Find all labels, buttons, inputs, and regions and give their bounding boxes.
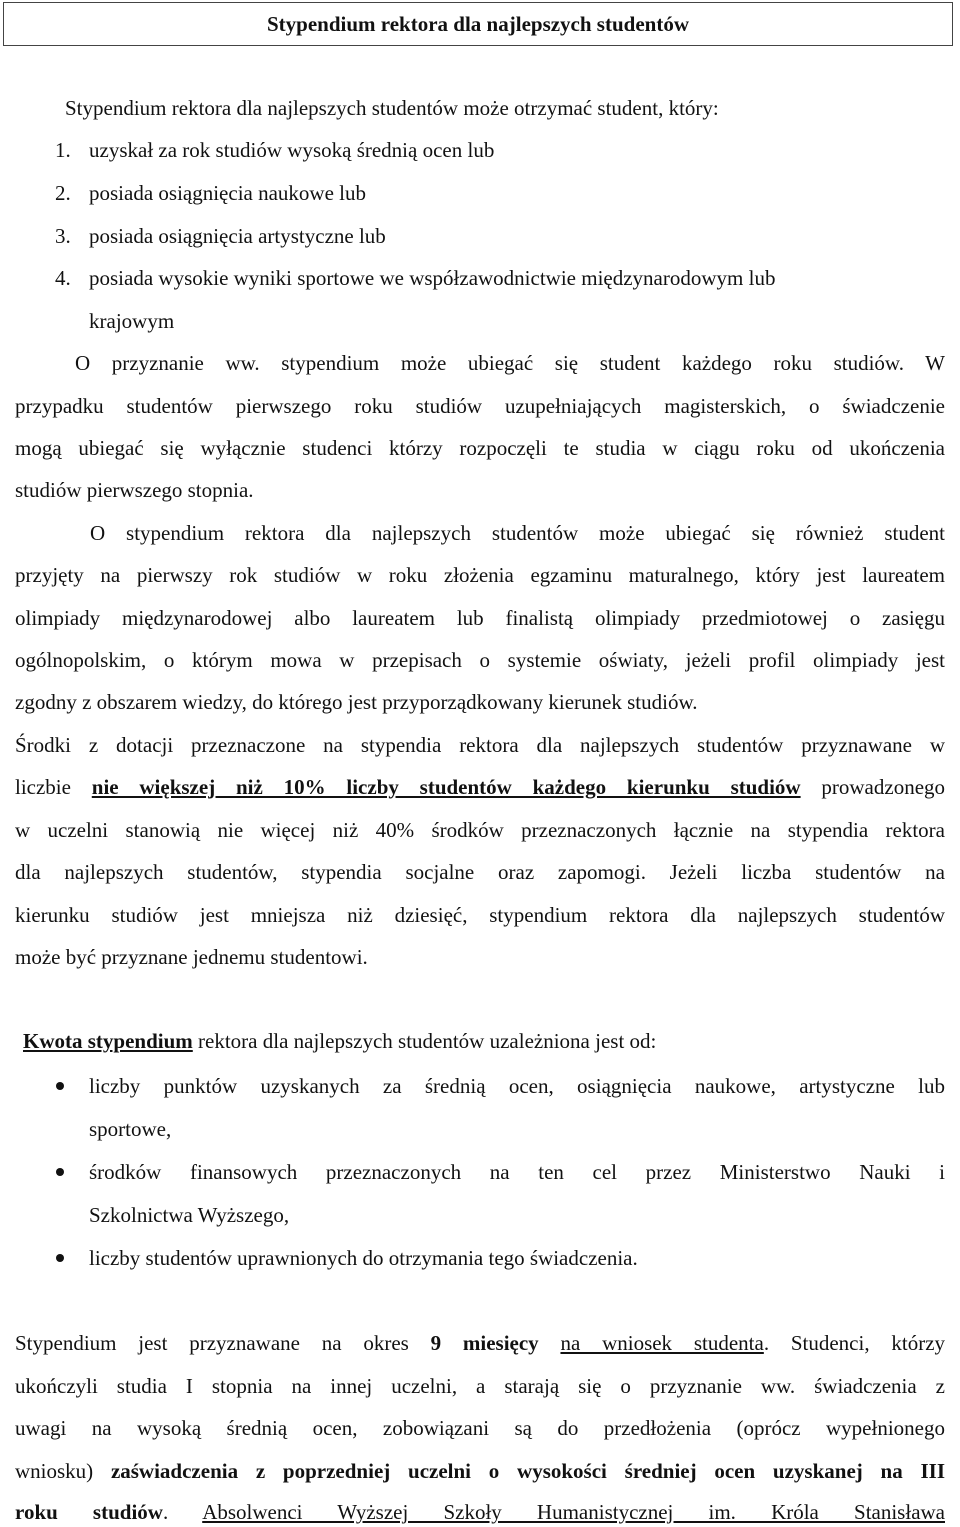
bullet-icon — [56, 1254, 64, 1262]
text-fragment — [539, 1331, 561, 1355]
list-number: 3. — [55, 224, 71, 248]
list-item — [15, 181, 945, 205]
bullet-text-continued: sportowe, — [89, 1117, 172, 1141]
text-fragment: . Studenci, którzy — [763, 1331, 946, 1355]
text-line: może być przyznane jednemu studentowi. — [15, 945, 368, 969]
text-line: ukończyli studia I stopnia na innej uczelni, a starają się o przyznanie ww. świadczenia z — [15, 1374, 945, 1398]
text-line: uwagi na wysoką średnią ocen, zobowiązani są do przedłożenia (oprócz wypełnionego — [15, 1416, 945, 1440]
list-text: posiada wysokie wyniki sportowe we współzawodnictwie międzynarodowym lub — [89, 266, 776, 290]
text-line — [15, 775, 945, 799]
amount-lead — [23, 1029, 656, 1053]
text-line: O przyznanie ww. stypendium może ubiegać się student każdego roku studiów. W — [75, 351, 945, 375]
text-line — [15, 1500, 945, 1524]
page-title: Stypendium rektora dla najlepszych studentów — [267, 11, 689, 36]
text-fragment: Stypendium jest przyznawane na okres — [15, 1331, 431, 1355]
list-item — [15, 1160, 945, 1230]
text-line: mogą ubiegać się wyłącznie studenci którzy rozpoczęli te studia w ciągu roku od ukończenia — [15, 436, 945, 460]
list-item — [15, 1246, 945, 1274]
text-line: dla najlepszych studentów, stypendia socjalne oraz zapomogi. Jeżeli liczba studentów na — [15, 860, 945, 884]
graduates-text: Absolwenci Wyższej Szkoły Humanistycznej im. Króla Stanisława — [202, 1500, 945, 1524]
list-text-continued: krajowym — [89, 309, 175, 333]
list-number: 4. — [55, 266, 71, 290]
list-item — [15, 266, 945, 336]
text-line: Środki z dotacji przeznaczone na stypendia rektora dla najlepszych studentów przyznawane w — [15, 733, 945, 757]
text-line — [15, 1331, 945, 1355]
amount-heading: Kwota stypendium — [23, 1029, 193, 1053]
list-text: uzyskał za rok studiów wysoką średnią ocen lub — [89, 138, 495, 162]
list-item — [15, 1074, 945, 1144]
text-line: w uczelni stanowią nie więcej niż 40% środków przeznaczonych łącznie na stypendia rektora — [15, 818, 945, 842]
text-line: O stypendium rektora dla najlepszych studentów może ubiegać się również student — [90, 521, 945, 545]
bullet-text: środków finansowych przeznaczonych na ten cel przez Ministerstwo Nauki i — [89, 1160, 945, 1184]
text-fragment: rektora dla najlepszych studentów uzależniona jest od: — [192, 1029, 657, 1053]
text-line: studiów pierwszego stopnia. — [15, 478, 254, 502]
bullet-text: liczby punktów uzyskanych za średnią ocen, osiągnięcia naukowe, artystyczne lub — [89, 1074, 945, 1098]
certificate-emphasis: roku studiów — [15, 1500, 163, 1524]
list-number: 2. — [55, 181, 71, 205]
list-item — [15, 224, 945, 248]
list-number: 1. — [55, 138, 71, 162]
certificate-emphasis: zaświadczenia z poprzedniej uczelni o wysokości średniej ocen uzyskanej na III — [110, 1459, 945, 1483]
text-line: zgodny z obszarem wiedzy, do którego jest przyporządkowany kierunek studiów. — [15, 690, 698, 714]
list-text: posiada osiągnięcia naukowe lub — [89, 181, 366, 205]
list-item — [15, 138, 945, 162]
text-line: ogólnopolskim, o którym mowa w przepisach o systemie oświaty, jeżeli profil olimpiady jest — [15, 648, 945, 672]
text-fragment: wniosku) — [15, 1459, 111, 1483]
bullet-icon — [56, 1168, 64, 1176]
text-line: przypadku studentów pierwszego roku studiów uzupełniających magisterskich, o świadczenie — [15, 394, 945, 418]
text-line: kierunku studiów jest mniejsza niż dziesięć, stypendium rektora dla najlepszych studentów — [15, 903, 945, 927]
title-box — [3, 2, 953, 46]
duration-emphasis: 9 miesięcy — [430, 1331, 539, 1355]
bullet-text-continued: Szkolnictwa Wyższego, — [89, 1203, 290, 1227]
bullet-text: liczby studentów uprawnionych do otrzymania tego świadczenia. — [89, 1246, 638, 1270]
intro-text: Stypendium rektora dla najlepszych studentów może otrzymać student, który: — [65, 96, 719, 120]
text-fragment: liczbie — [15, 775, 92, 799]
bullet-icon — [56, 1082, 64, 1090]
text-fragment: . — [162, 1500, 203, 1524]
text-line — [15, 1459, 945, 1483]
funding-limit-emphasis: nie większej niż 10% liczby studentów każdego kierunku studiów — [91, 775, 801, 799]
application-link-text: na wniosek studenta — [560, 1331, 764, 1355]
text-fragment: prowadzonego — [800, 775, 946, 799]
text-line: przyjęty na pierwszy rok studiów w roku złożenia egzaminu maturalnego, który jest laureatem — [15, 563, 945, 587]
list-text: posiada osiągnięcia artystyczne lub — [89, 224, 386, 248]
text-line: olimpiady międzynarodowej albo laureatem lub finalistą olimpiady przedmiotowej o zasięgu — [15, 606, 945, 630]
